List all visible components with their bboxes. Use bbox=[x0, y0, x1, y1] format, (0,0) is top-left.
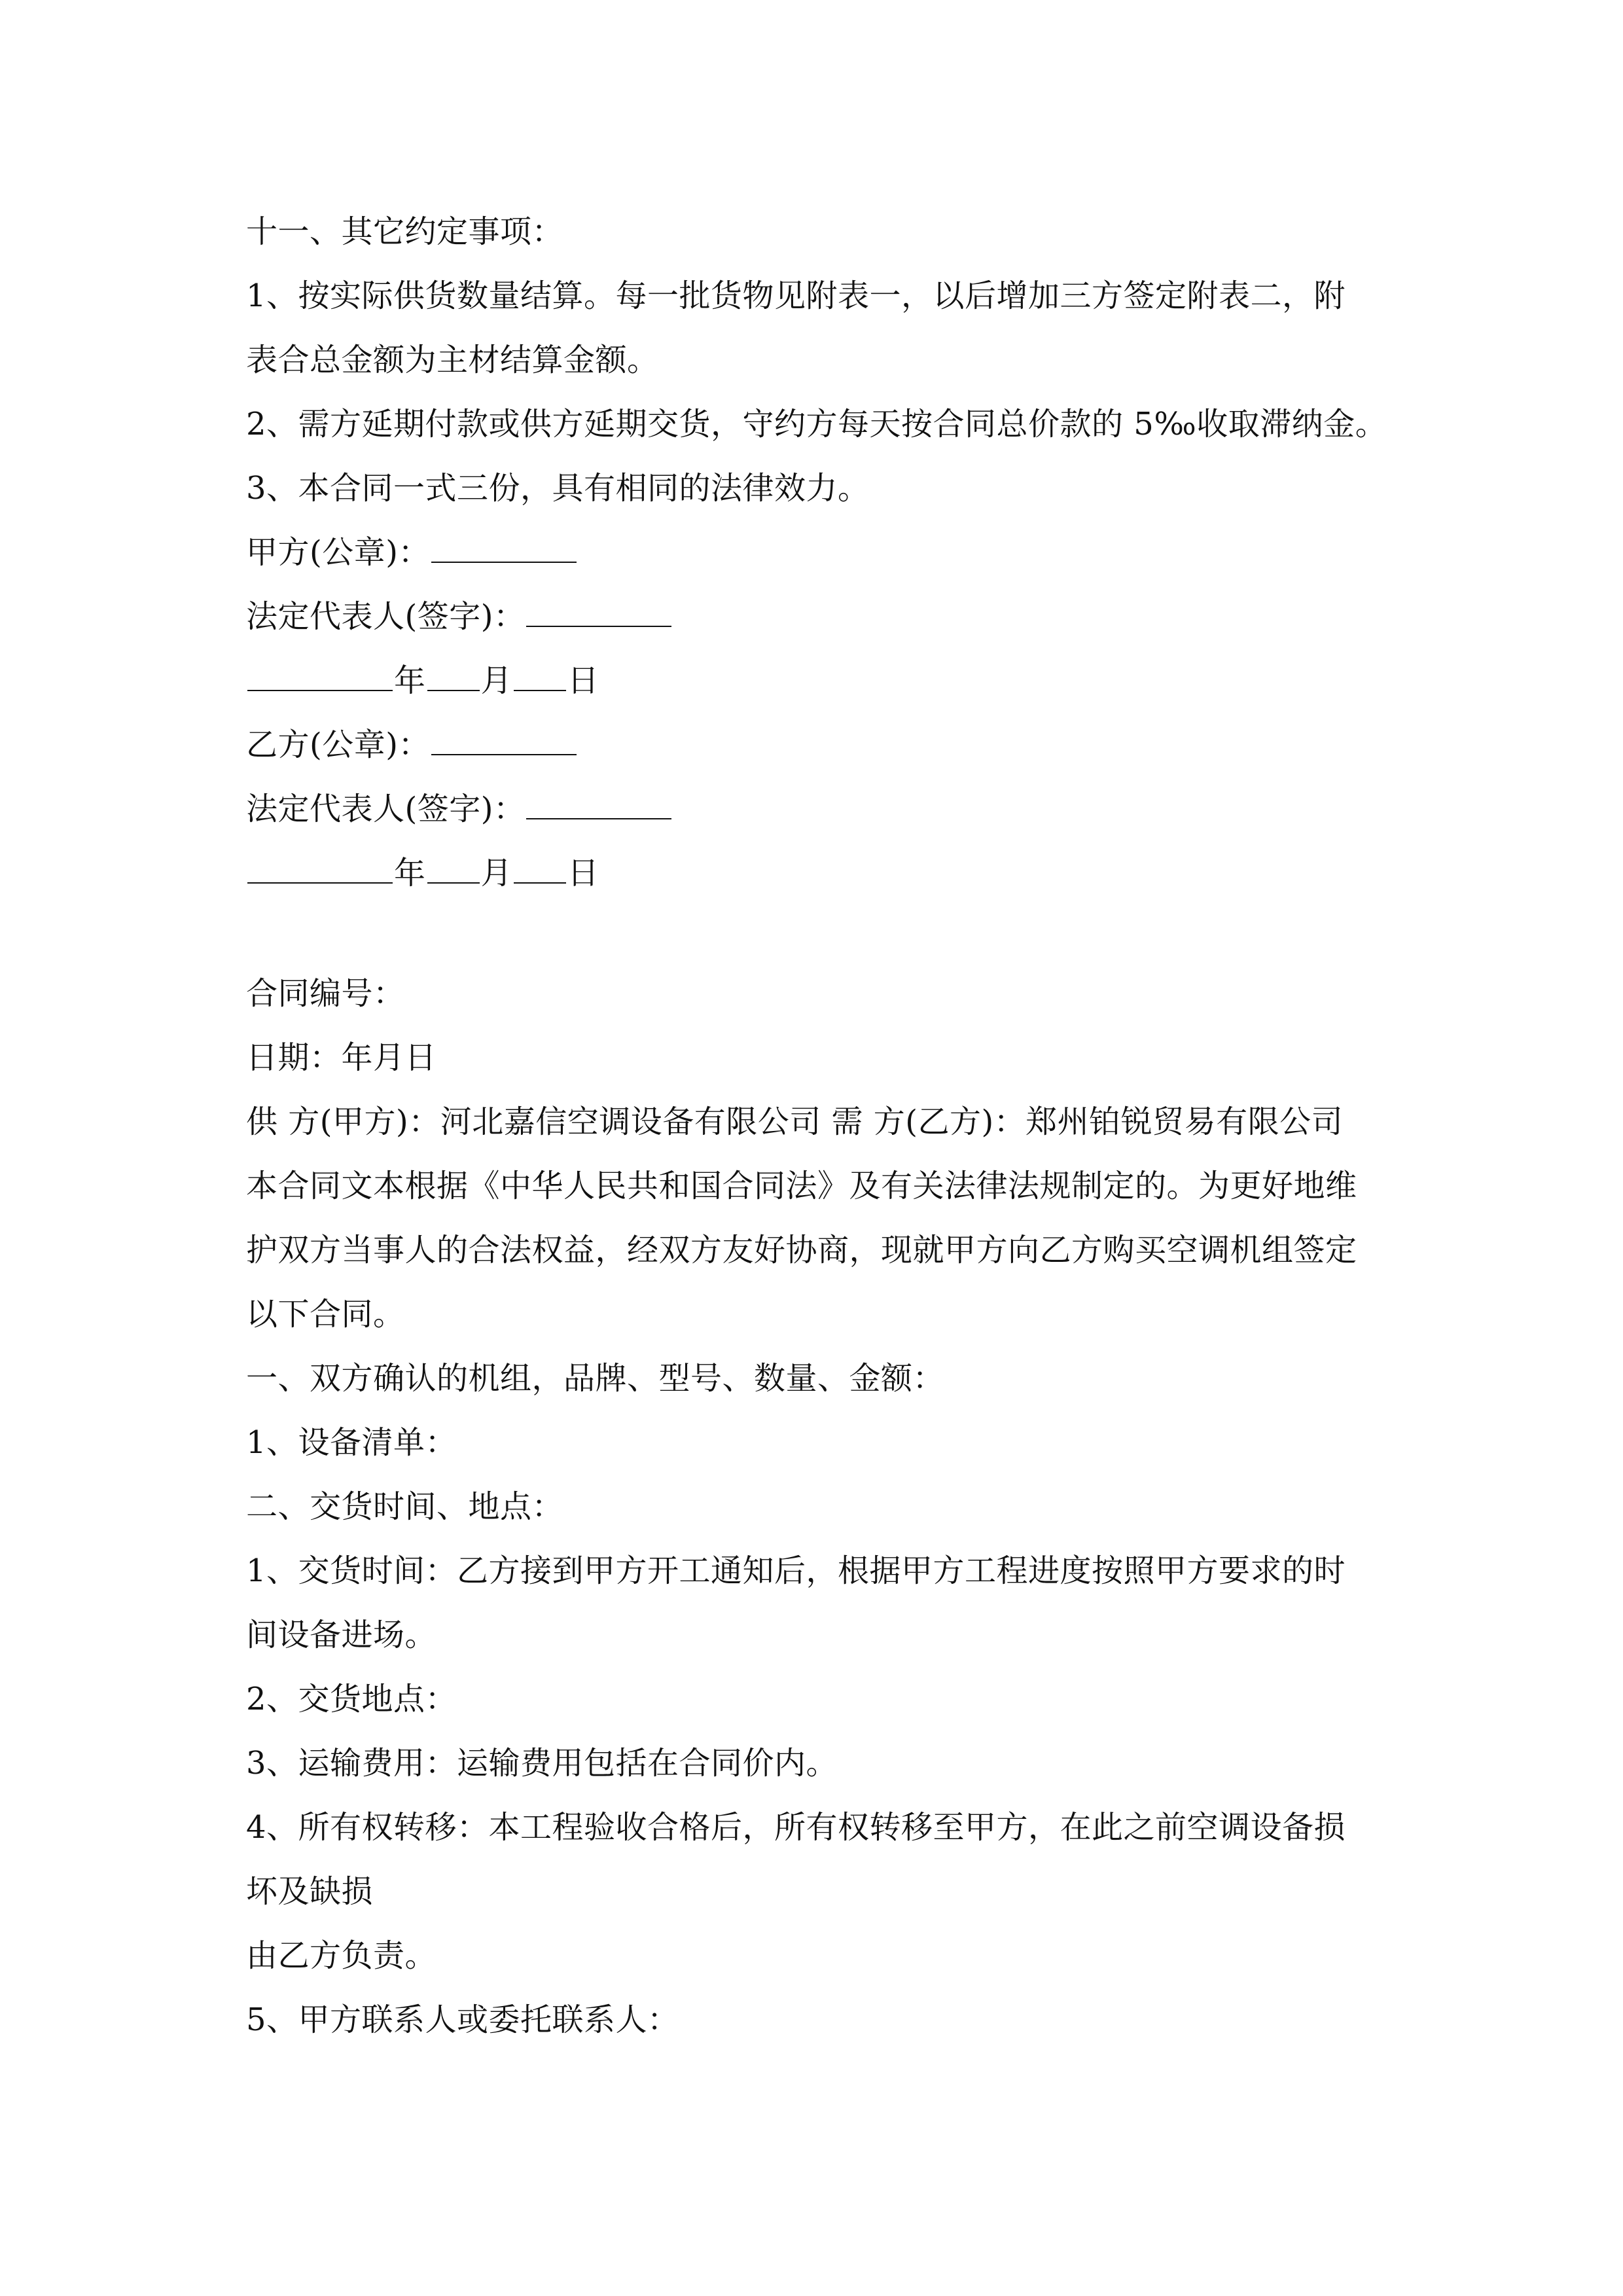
party-b-rep-line bbox=[246, 777, 1411, 841]
section-11-item-1-line-1: 1、按实际供货数量结算。每一批货物见附表一，以后增加三方签定附表二，附 bbox=[246, 278, 1346, 314]
party-b-month-blank[interactable] bbox=[427, 848, 480, 884]
party-a-rep-label: 法定代表人(签字)： bbox=[246, 598, 526, 635]
year-label: 年 bbox=[394, 855, 426, 891]
section-2-item-4-line-2: 坏及缺损 bbox=[246, 1873, 374, 1910]
contract-parties-line: 供 方(甲方)：河北嘉信空调设备有限公司 需 方(乙方)：郑州铂锐贸易有限公司 bbox=[246, 1103, 1344, 1140]
day-label: 日 bbox=[567, 855, 599, 891]
section-2-heading: 二、交货时间、地点： bbox=[246, 1488, 564, 1525]
party-a-rep-blank[interactable] bbox=[526, 592, 671, 627]
contract-number-label: 合同编号： bbox=[246, 975, 405, 1012]
party-a-day-blank[interactable] bbox=[514, 656, 566, 691]
party-b-rep-blank[interactable] bbox=[526, 784, 671, 819]
section-2-item-1-line-2: 间设备进场。 bbox=[246, 1617, 437, 1653]
party-b-year-blank[interactable] bbox=[247, 848, 393, 884]
party-b-seal-blank[interactable] bbox=[431, 720, 577, 755]
year-label: 年 bbox=[394, 662, 426, 699]
section-11-item-1-line-2: 表合总金额为主材结算金额。 bbox=[246, 342, 659, 378]
month-label: 月 bbox=[480, 855, 513, 891]
party-a-year-blank[interactable] bbox=[247, 656, 393, 691]
contract-date-line: 日期：年月日 bbox=[246, 1039, 437, 1076]
section-2-item-1-line-1: 1、交货时间：乙方接到甲方开工通知后，根据甲方工程进度按照甲方要求的时 bbox=[246, 1552, 1346, 1589]
party-b-date-line bbox=[246, 841, 1411, 905]
section-11-item-2: 2、需方延期付款或供方延期交货，守约方每天按合同总价款的 5‰收取滞纳金。 bbox=[246, 406, 1387, 442]
section-2-item-3: 3、运输费用：运输费用包括在合同价内。 bbox=[246, 1745, 838, 1782]
section-gap bbox=[246, 905, 1411, 961]
party-a-date-line bbox=[246, 649, 1411, 713]
party-b-rep-label: 法定代表人(签字)： bbox=[246, 791, 526, 827]
party-b-seal-label: 乙方(公章)： bbox=[246, 726, 430, 763]
party-a-seal-blank[interactable] bbox=[431, 528, 577, 563]
party-a-month-blank[interactable] bbox=[427, 656, 480, 691]
section-1-item-1: 1、设备清单： bbox=[246, 1424, 457, 1461]
section-2-item-4-line-1: 4、所有权转移：本工程验收合格后，所有权转移至甲方，在此之前空调设备损 bbox=[246, 1809, 1346, 1846]
party-b-seal-line bbox=[246, 713, 1411, 777]
day-label: 日 bbox=[567, 662, 599, 699]
section-2-item-2: 2、交货地点： bbox=[246, 1681, 457, 1717]
section-2-item-4-line-3: 由乙方负责。 bbox=[246, 1937, 437, 1974]
section-1-heading: 一、双方确认的机组，品牌、型号、数量、金额： bbox=[246, 1360, 945, 1397]
document-body bbox=[246, 200, 1411, 2052]
section-11-item-3: 3、本合同一式三份，具有相同的法律效力。 bbox=[246, 470, 870, 507]
month-label: 月 bbox=[480, 662, 513, 699]
party-a-seal-label: 甲方(公章)： bbox=[246, 534, 430, 571]
contract-intro-line-2: 护双方当事人的合法权益，经双方友好协商，现就甲方向乙方购买空调机组签定 bbox=[246, 1232, 1357, 1268]
contract-intro-line-1: 本合同文本根据《中华人民共和国合同法》及有关法律法规制定的。为更好地维 bbox=[246, 1168, 1357, 1204]
party-b-day-blank[interactable] bbox=[514, 848, 566, 884]
party-a-seal-line bbox=[246, 520, 1411, 584]
contract-intro-line-3: 以下合同。 bbox=[246, 1296, 405, 1333]
section-2-item-5: 5、甲方联系人或委托联系人： bbox=[246, 2001, 679, 2038]
party-a-rep-line bbox=[246, 584, 1411, 649]
section-11-heading: 十一、其它约定事项： bbox=[246, 213, 564, 250]
